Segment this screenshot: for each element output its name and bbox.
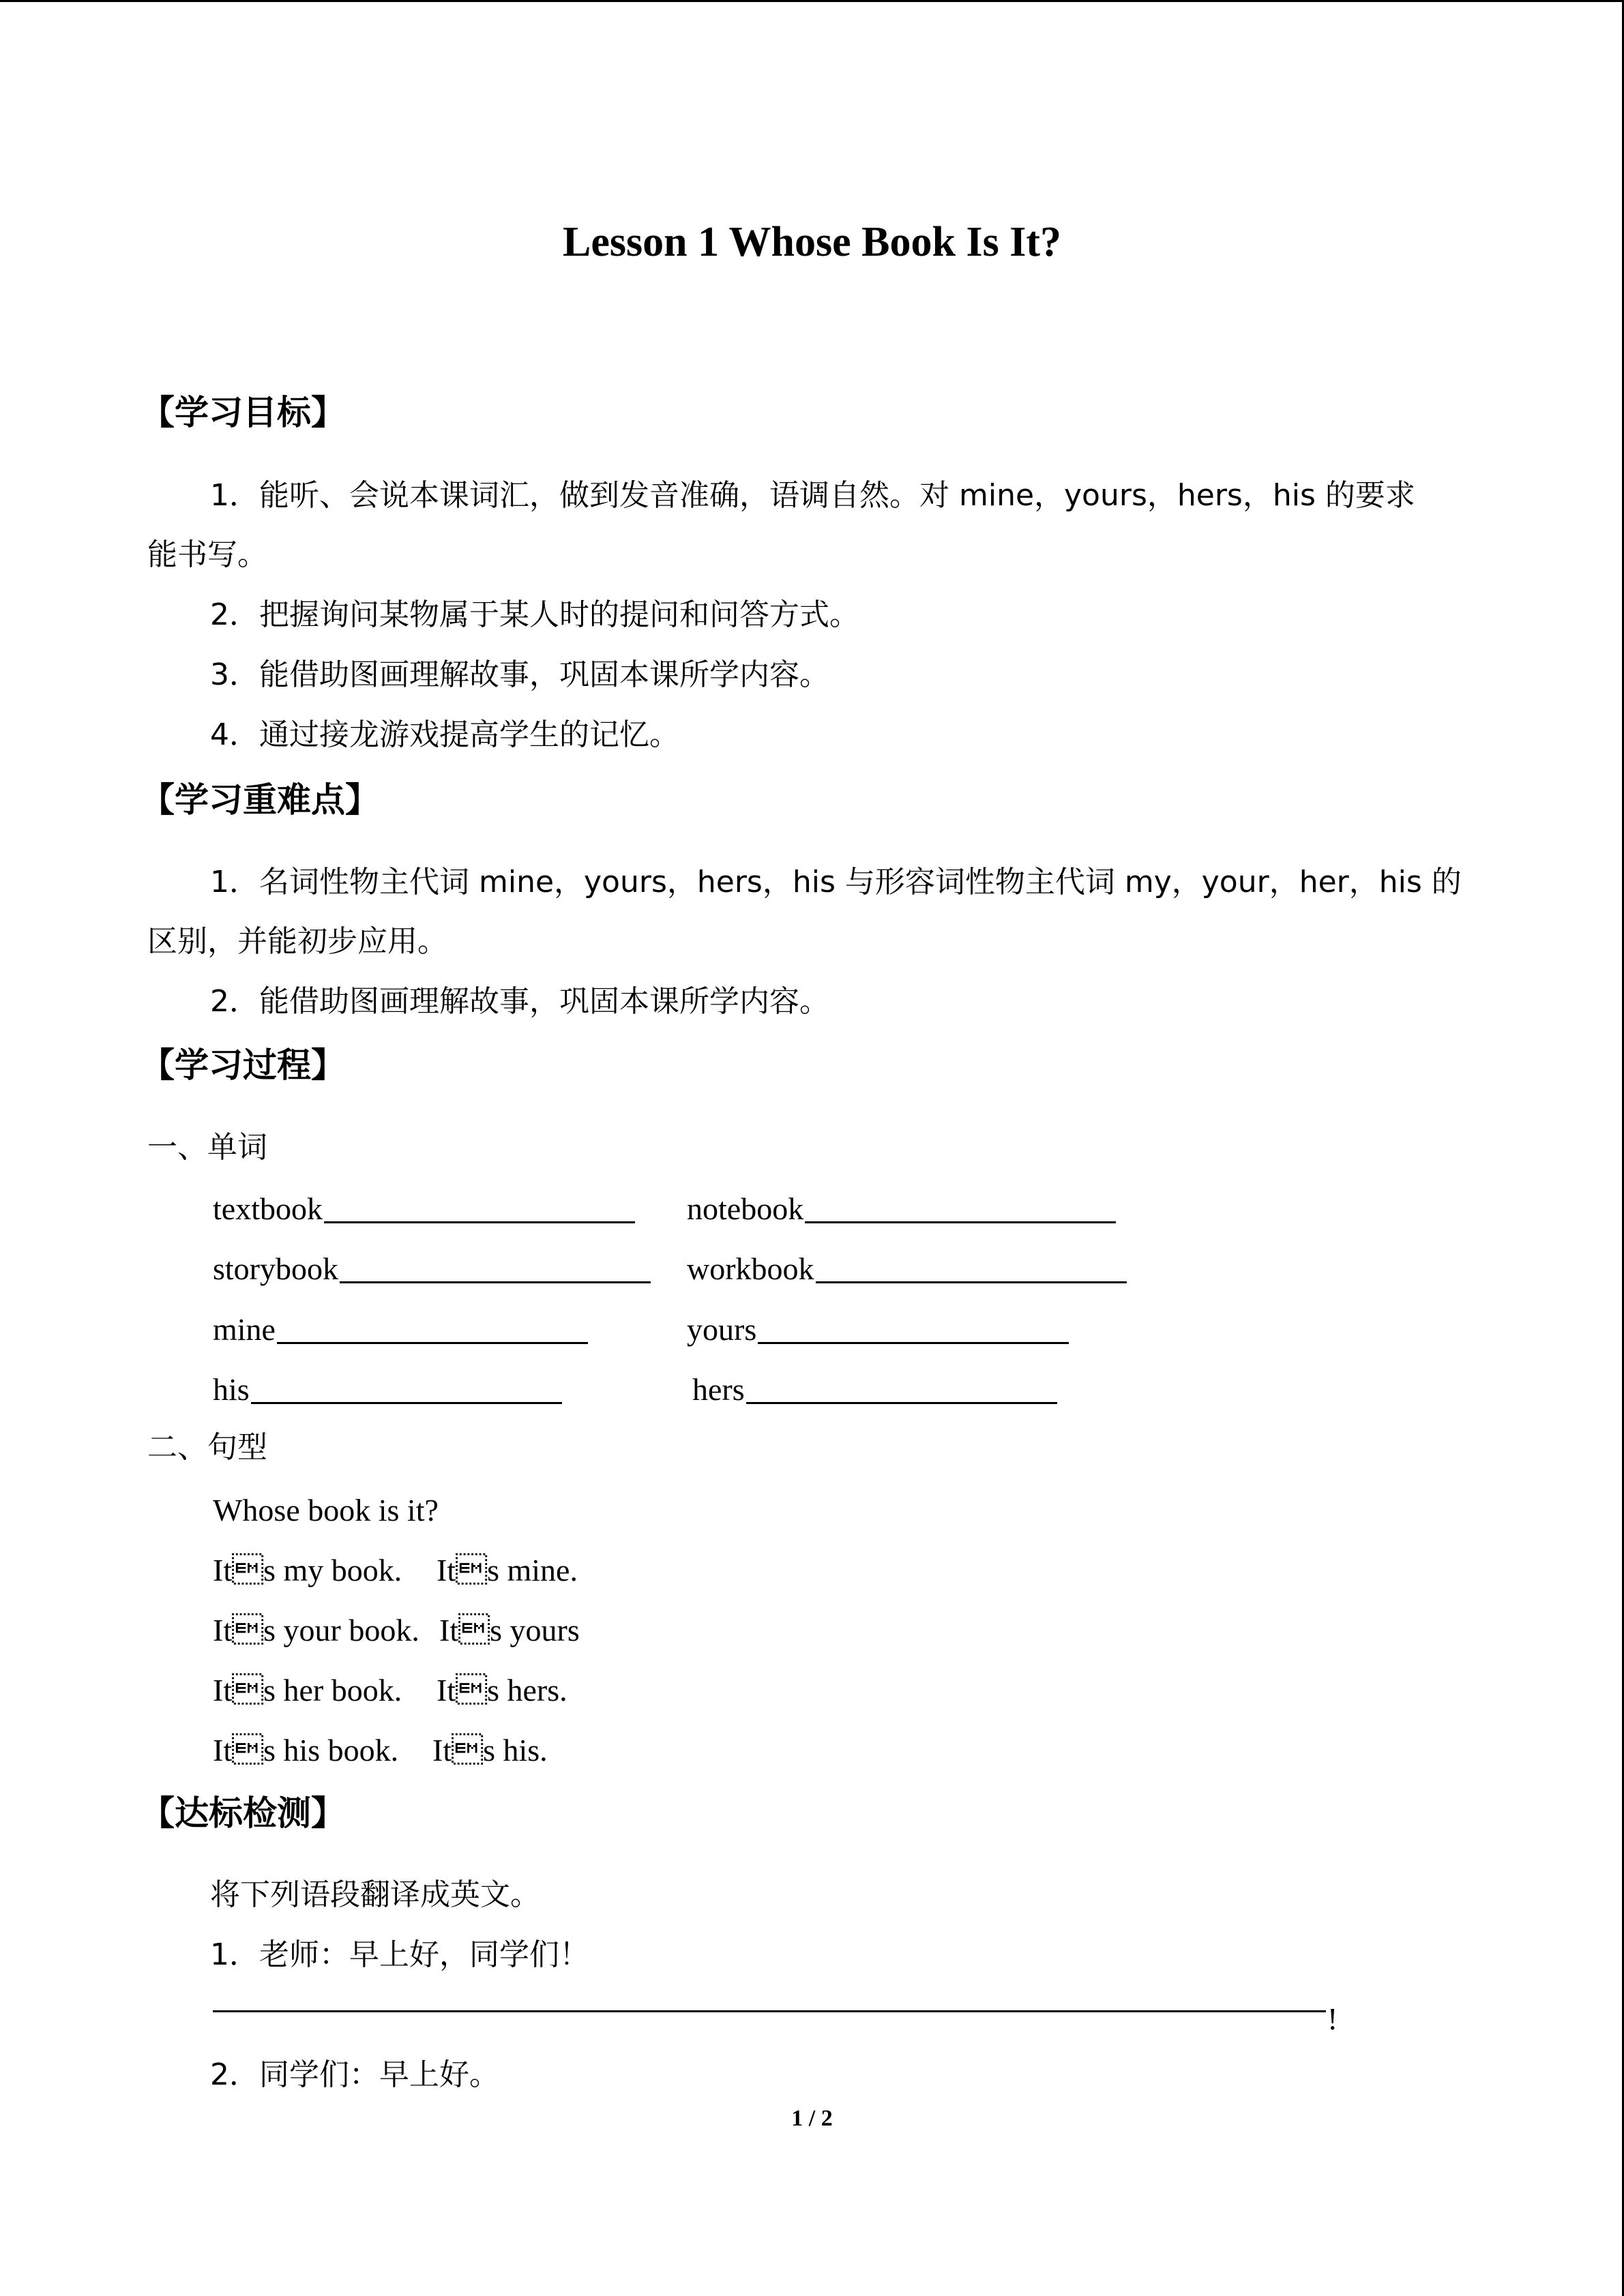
word-blank[interactable] — [805, 1221, 1116, 1223]
word-label: textbook — [213, 1191, 323, 1226]
answer-exclamation: ! — [1327, 2001, 1338, 2036]
word-item — [692, 1367, 1057, 1412]
section-heading-key-points: 【学习重难点】 — [141, 780, 379, 820]
word-blank[interactable] — [746, 1402, 1057, 1404]
word-blank[interactable] — [277, 1342, 588, 1344]
word-item — [213, 1247, 651, 1292]
word-blank[interactable] — [758, 1342, 1069, 1344]
page-title: Lesson 1 Whose Book Is It? — [563, 219, 1061, 265]
objective-1-line-2: 能书写。 — [147, 537, 267, 572]
word-label: storybook — [213, 1251, 338, 1286]
section-heading-process: 【学习过程】 — [141, 1045, 345, 1085]
sentence-noun: Its mine. — [437, 1553, 578, 1587]
objective-2: 2．把握询问某物属于某人时的提问和问答方式。 — [210, 597, 859, 632]
word-label: workbook — [687, 1251, 814, 1286]
word-blank[interactable] — [251, 1402, 562, 1404]
section-heading-assessment: 【达标检测】 — [141, 1793, 345, 1833]
assessment-item-1: 1．老师：早上好，同学们！ — [210, 1937, 589, 1972]
word-item — [213, 1307, 588, 1352]
word-label: mine — [213, 1312, 276, 1347]
word-item — [213, 1367, 562, 1412]
key-point-2: 2．能借助图画理解故事，巩固本课所学内容。 — [210, 984, 829, 1019]
word-item — [687, 1247, 1127, 1292]
words-subtitle: 一、单词 — [147, 1130, 267, 1165]
word-item — [687, 1187, 1116, 1232]
word-label: hers — [692, 1372, 745, 1407]
sentence-noun: Its his. — [432, 1733, 548, 1768]
sentence-adjective: Its my book. — [213, 1553, 402, 1587]
objective-1-line-1: 1．能听、会说本课词汇，做到发音准确，语调自然。对 mine，yours，hers，his 的要求 — [210, 478, 1415, 513]
objective-4: 4．通过接龙游戏提高学生的记忆。 — [210, 717, 679, 752]
sentence-adjective: Its his book. — [213, 1733, 399, 1768]
assessment-instruction: 将下列语段翻译成英文。 — [210, 1877, 540, 1912]
objective-3: 3．能借助图画理解故事，巩固本课所学内容。 — [210, 657, 829, 692]
word-blank[interactable] — [816, 1281, 1127, 1283]
assessment-item-2: 2．同学们：早上好。 — [210, 2057, 499, 2092]
word-item — [213, 1187, 635, 1232]
key-point-1-line-2: 区别，并能初步应用。 — [147, 924, 447, 959]
page-number: 1 / 2 — [791, 2106, 833, 2131]
sentence-noun: Its yours — [439, 1613, 580, 1648]
word-label: yours — [687, 1312, 757, 1347]
word-label: his — [213, 1372, 250, 1407]
key-point-1-line-1: 1．名词性物主代词 mine，yours，hers，his 与形容词性物主代词 my，your，her，his 的 — [210, 865, 1462, 899]
section-heading-objectives: 【学习目标】 — [141, 393, 345, 432]
sentences-subtitle: 二、句型 — [147, 1430, 267, 1465]
word-blank[interactable] — [324, 1221, 635, 1223]
sentence-adjective: Its your book. — [213, 1613, 419, 1648]
sentence-adjective: Its her book. — [213, 1673, 402, 1708]
sentence-question: Whose book is it? — [213, 1493, 439, 1527]
word-label: notebook — [687, 1191, 804, 1226]
word-blank[interactable] — [340, 1281, 651, 1283]
sentence-noun: Its hers. — [437, 1673, 567, 1708]
answer-blank[interactable] — [213, 2010, 1326, 2012]
word-item — [687, 1307, 1069, 1352]
